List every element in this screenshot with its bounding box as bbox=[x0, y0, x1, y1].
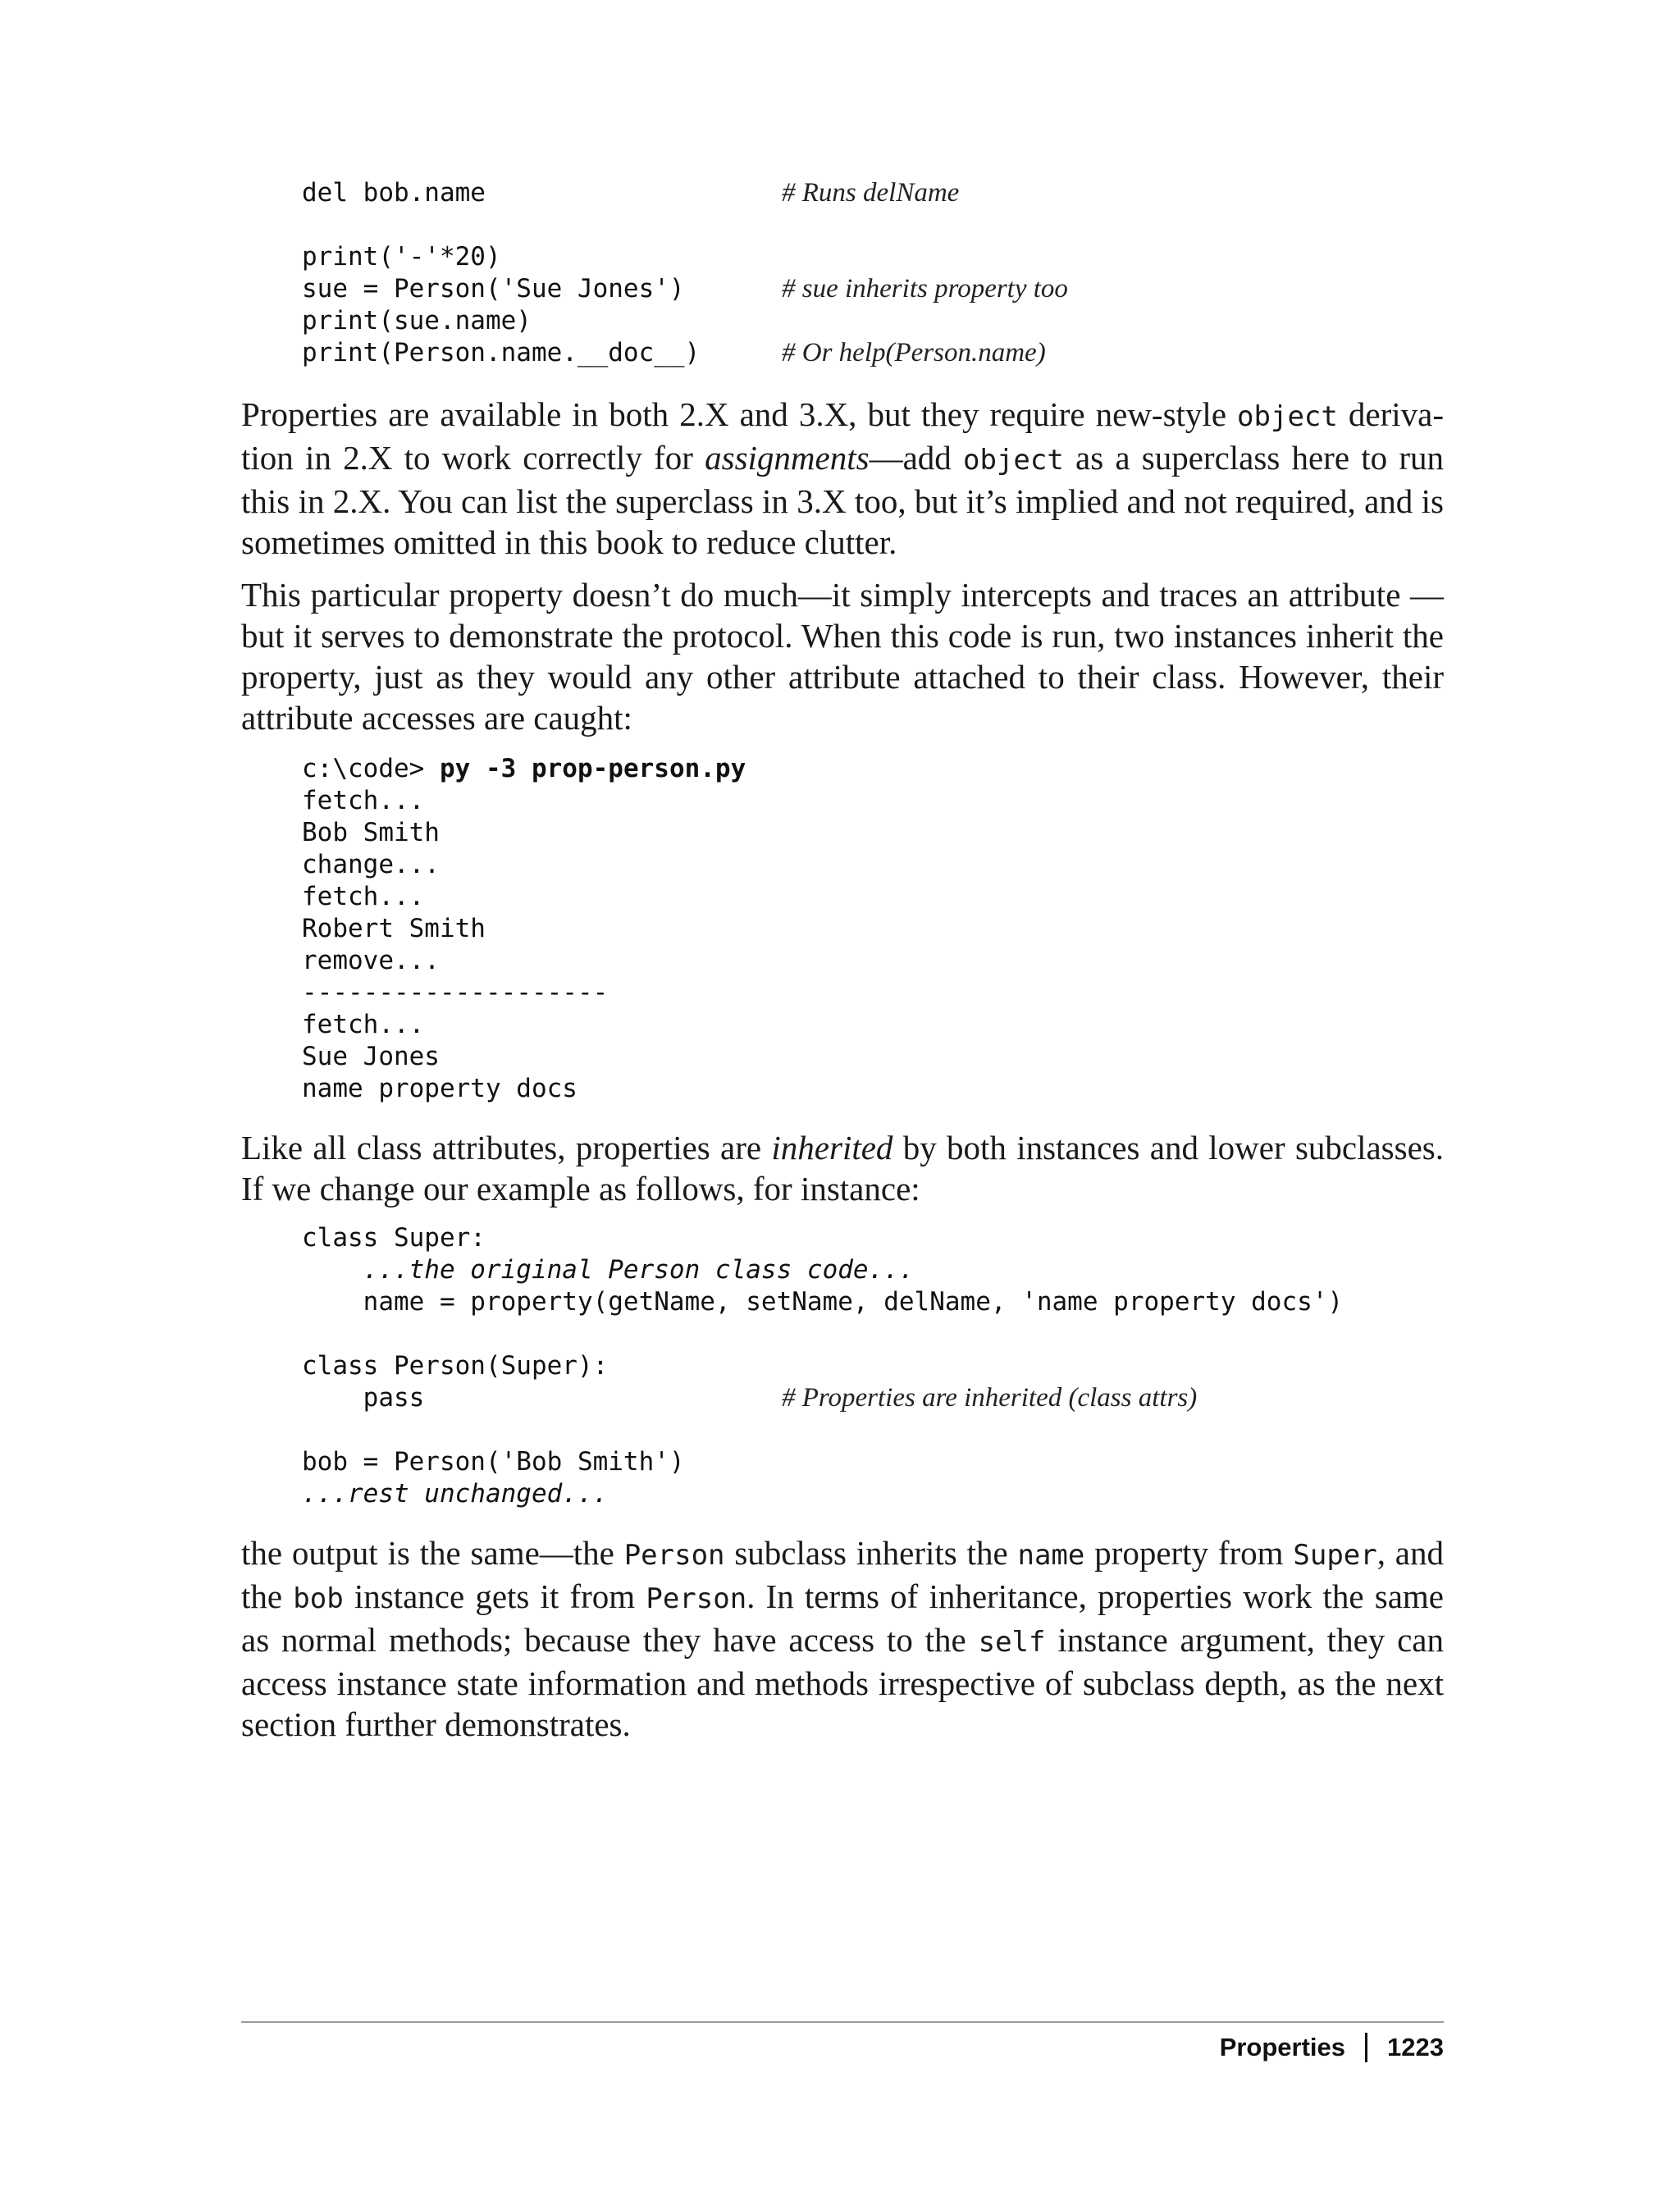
emphasis: assignments bbox=[705, 439, 870, 477]
paragraph-inheritance-intro: Like all class attributes, properties are inherited by both instances and lower subclasses. If we change our example as follows, for instance: bbox=[241, 1129, 1444, 1208]
code-comment: # Or help(Person.name) bbox=[782, 338, 1046, 368]
code-line bbox=[302, 305, 700, 337]
code-block-inheritance bbox=[302, 1222, 1343, 1510]
code-placeholder: ...rest unchanged... bbox=[302, 1479, 609, 1509]
footer-separator bbox=[1365, 2033, 1367, 2062]
code-text: pass bbox=[302, 1383, 425, 1413]
console-line: fetch... bbox=[302, 1010, 425, 1039]
console-line: Robert Smith bbox=[302, 914, 486, 943]
paragraph-properties-availability: Properties are available in both 2.X and 3.X, but they require new-style object deriva- tion in 2.X to work correctly for assignments—add object as a superclass here to run this in 2.X. You can list the superclass in 3.X too, but it’s implied and not required, and is sometimes omitted in this book to reduce clutter. bbox=[241, 395, 1444, 561]
code-line bbox=[302, 241, 700, 273]
console-line: fetch... bbox=[302, 882, 425, 911]
console-line: -------------------- bbox=[302, 978, 609, 1007]
console-output bbox=[302, 753, 746, 1105]
code-text: print(sue.name) bbox=[302, 306, 532, 336]
console-line: Sue Jones bbox=[302, 1042, 440, 1071]
console-command: py -3 prop-person.py bbox=[439, 754, 746, 783]
code-comment: # Properties are inherited (class attrs) bbox=[782, 1383, 1198, 1413]
page-footer bbox=[1220, 2033, 1444, 2062]
code-line bbox=[302, 1254, 1343, 1286]
page-number: 1223 bbox=[1387, 2033, 1444, 2061]
footer-rule bbox=[241, 2021, 1444, 2023]
emphasis: inherited bbox=[771, 1129, 893, 1166]
code-text: del bob.name bbox=[302, 178, 486, 208]
code-block-top bbox=[302, 177, 1068, 369]
code-comment: # Runs delName bbox=[782, 178, 960, 208]
console-prompt: c:\code> bbox=[302, 754, 440, 783]
code-line bbox=[302, 1478, 1343, 1510]
inline-code: Person bbox=[623, 1539, 725, 1572]
inline-code: object bbox=[1237, 400, 1338, 433]
code-line bbox=[302, 273, 1068, 305]
inline-code: bob bbox=[293, 1582, 344, 1615]
console-line: Bob Smith bbox=[302, 818, 440, 847]
code-text: print('-'*20) bbox=[302, 242, 501, 272]
inline-code: Person bbox=[646, 1582, 747, 1615]
code-comment: # sue inherits property too bbox=[782, 274, 1068, 304]
code-line bbox=[302, 337, 1046, 369]
code-placeholder: ...the original Person class code... bbox=[363, 1255, 915, 1285]
inline-code: self bbox=[978, 1626, 1046, 1659]
code-line: name = property(getName, setName, delName, 'name property docs') bbox=[302, 1287, 1344, 1317]
code-line: class Person(Super): bbox=[302, 1351, 609, 1381]
code-line: class Super: bbox=[302, 1223, 486, 1253]
console-line: remove... bbox=[302, 946, 440, 975]
console-line: change... bbox=[302, 850, 440, 879]
code-text: print(Person.name.__doc__) bbox=[302, 338, 701, 368]
paragraph-output-explanation: the output is the same—the Person subclass inherits the name property from Super, and the bob instance gets it from Person. In terms of inheritance, properties work the same as normal methods; because they have access to the self instance argument, they can access instance state information and methods irrespective of subclass depth, as the next section further demonstrates. bbox=[241, 1534, 1445, 1743]
inline-code: object bbox=[962, 444, 1064, 477]
console-line: name property docs bbox=[302, 1074, 578, 1103]
paragraph-property-demo: This particular property doesn’t do much—it simply intercepts and traces an attribute —but it serves to demonstrate the protocol. When this code is run, two instances inherit the property, just as they would any other attribute attached to their class. However, their attribute accesses are caught: bbox=[241, 576, 1444, 737]
console-command-line bbox=[302, 753, 746, 785]
code-text: sue = Person('Sue Jones') bbox=[302, 274, 685, 304]
code-line bbox=[302, 177, 960, 209]
inline-code: name bbox=[1017, 1539, 1085, 1572]
code-line: bob = Person('Bob Smith') bbox=[302, 1447, 685, 1477]
code-line bbox=[302, 1382, 1343, 1414]
console-line: fetch... bbox=[302, 786, 425, 815]
footer-section-title: Properties bbox=[1219, 2033, 1346, 2061]
inline-code: Super bbox=[1293, 1539, 1377, 1572]
